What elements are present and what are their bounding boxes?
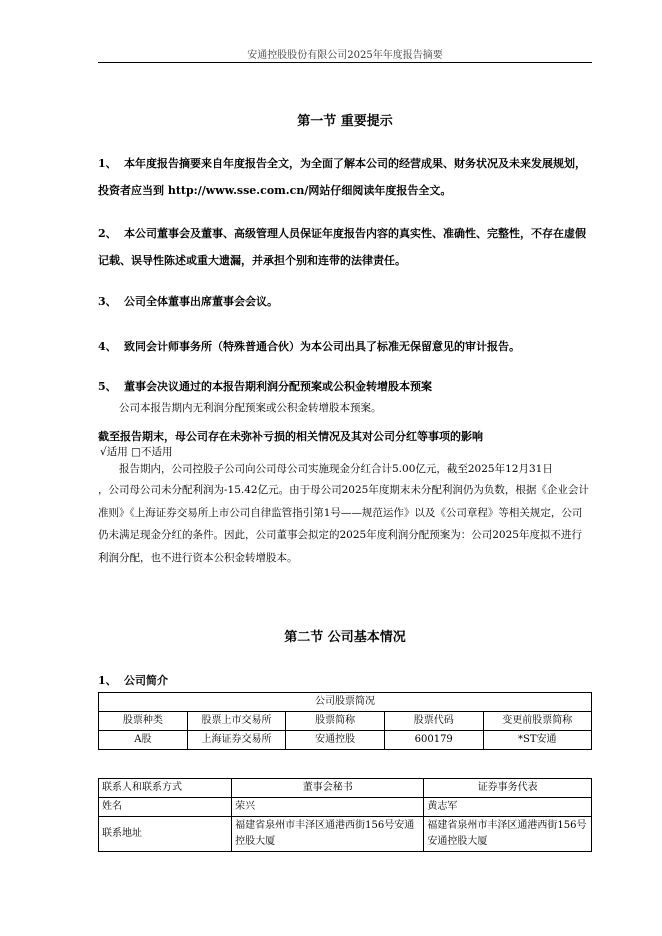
table-cell: A股 — [99, 731, 188, 750]
section2-title: 第二节 公司基本情况 — [284, 630, 406, 645]
notice-item-3 — [98, 288, 592, 315]
notice-item-number: 5、 — [98, 380, 117, 393]
table-row — [99, 731, 592, 750]
notice-item-text: 董事会决议通过的本报告期利润分配预案或公积金转增股本预案 — [124, 380, 432, 393]
table-cell: 福建省泉州市丰泽区通港西街156号安通控股大厦 — [232, 817, 424, 852]
notice-item-number: 1、 — [98, 157, 117, 170]
table-row — [99, 779, 592, 798]
company-intro-title: 公司简介 — [124, 674, 168, 687]
notice-item-1 — [98, 150, 592, 204]
table-cell: 黄志军 — [424, 798, 592, 817]
company-intro-number: 1、 — [98, 674, 117, 687]
notice-item-text: 致同会计师事务所（特殊普通合伙）为本公司出具了标准无保留意见的审计报告。 — [124, 340, 520, 353]
table-header-cell: 变更前股票简称 — [483, 712, 591, 731]
report-header: 安通控股股份有限公司2025年年度报告摘要 — [247, 50, 443, 61]
deficit-text-body: ，公司母公司未分配利润为-15.42亿元。由于母公司2025年度期末未分配利润仍为负数，根据《企业会计准则》《上海证券交易所上市公司自律监管指引第1号——规范运作》以及《公司章程》等相关规定，公司仍未满足现金分红的条件。因此，公司董事会拟定的2025年度利润分配预案为：公司2025年度拟不进行利润分配，也不进行资本公积金转增股本。 — [98, 484, 589, 564]
notice-item-text: 公司全体董事出席董事会会议。 — [124, 295, 278, 308]
stock-info-table — [98, 692, 592, 750]
table-cell: 上海证券交易所 — [187, 731, 286, 750]
deficit-text — [98, 459, 592, 569]
table-header-cell: 股票上市交易所 — [187, 712, 286, 731]
notice-item-number: 3、 — [98, 295, 117, 308]
table-header-cell: 股票种类 — [99, 712, 188, 731]
notice-item-number: 4、 — [98, 340, 117, 353]
table-cell: 联系地址 — [99, 817, 232, 852]
company-intro-heading — [98, 672, 168, 688]
table-header-cell: 股票简称 — [286, 712, 385, 731]
notice-item-number: 2、 — [98, 227, 117, 240]
table-cell: 姓名 — [99, 798, 232, 817]
item5-detail: 公司本报告期内无利润分配预案或公积金转增股本预案。 — [119, 402, 382, 414]
table-header-cell: 董事会秘书 — [232, 779, 424, 798]
table-row — [99, 712, 592, 731]
notice-item-4 — [98, 333, 592, 360]
table-header-cell: 联系人和联系方式 — [99, 779, 232, 798]
table-row — [99, 798, 592, 817]
table-header-cell: 证券事务代表 — [424, 779, 592, 798]
deficit-heading: 截至报告期末，母公司存在未弥补亏损的相关情况及其对公司分红等事项的影响 — [98, 430, 483, 443]
notice-item-text: 本年度报告摘要来自年度报告全文，为全面了解本公司的经营成果、财务状况及未来发展规划，投资者应当到 http://www.sse.com.cn/网站仔细阅读年度报告全文。 — [98, 157, 586, 197]
table-cell: 600179 — [384, 731, 483, 750]
notice-item-5 — [98, 376, 592, 398]
table-cell: 荣兴 — [232, 798, 424, 817]
table-row — [99, 817, 592, 852]
deficit-text-line1: 报告期内，公司控股子公司向公司母公司实施现金分红合计5.00亿元，截至2025年12月31日 — [119, 463, 553, 475]
table-cell: 安通控股 — [286, 731, 385, 750]
contact-info-table — [98, 778, 592, 852]
section1-title: 第一节 重要提示 — [297, 114, 393, 129]
notice-item-2 — [98, 220, 592, 274]
header-divider — [98, 62, 592, 63]
stock-table-caption: 公司股票简况 — [99, 693, 592, 712]
table-cell: 福建省泉州市丰泽区通港西街156号安通控股大厦 — [424, 817, 592, 852]
table-header-cell: 股票代码 — [384, 712, 483, 731]
table-cell: *ST安通 — [483, 731, 591, 750]
notice-item-text: 本公司董事会及董事、高级管理人员保证年度报告内容的真实性、准确性、完整性，不存在虚假记载、误导性陈述或重大遗漏，并承担个别和连带的法律责任。 — [98, 227, 586, 267]
applicable-checkbox-line: √适用 □不适用 — [100, 446, 173, 458]
